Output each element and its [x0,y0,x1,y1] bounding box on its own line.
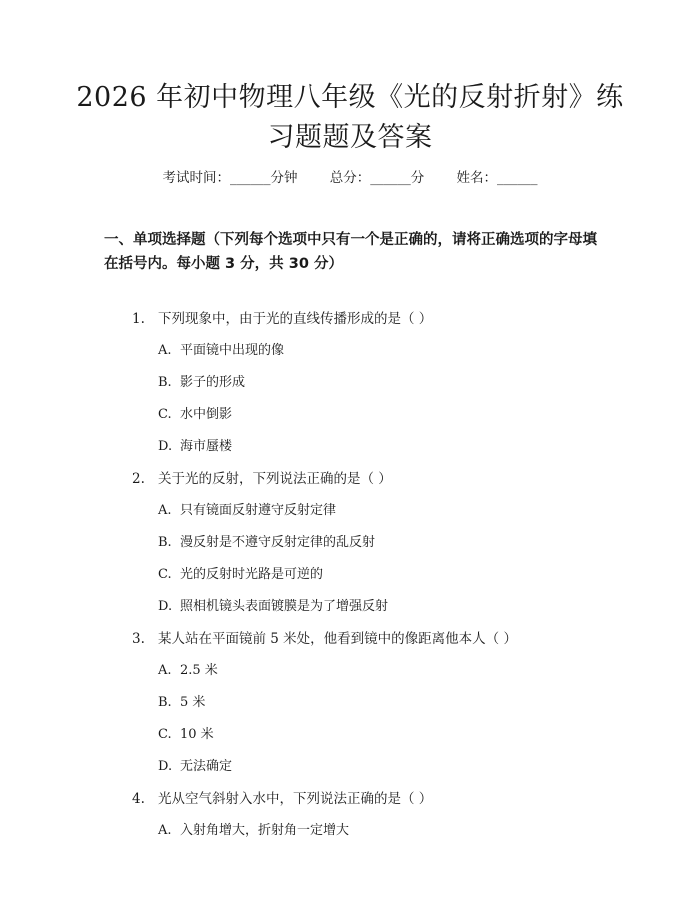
option-text: 入射角增大，折射角一定增大 [180,823,350,838]
option-letter: D. [158,439,173,454]
option-text: 2.5 米 [180,663,218,678]
option-text: 10 米 [180,727,214,742]
title-line-2: 习题题及答案 [267,122,433,153]
option-q1-b [158,373,245,393]
question-number: 1. [132,311,145,327]
option-letter: A. [158,503,172,518]
question-4 [132,789,432,809]
option-letter: D. [158,759,173,774]
page-title [60,78,640,158]
section-heading: 一、单项选择题（下列每个选项中只有一个是正确的，请将正确选项的字母填在括号内。每小题 3 分，共 30 分） [104,232,597,272]
question-text: 下列现象中，由于光的直线传播形成的是（ ） [158,311,433,327]
option-q3-c [158,725,214,745]
option-text: 无法确定 [180,759,233,774]
option-letter: A. [158,663,172,678]
option-text: 光的反射时光路是可逆的 [180,567,324,582]
option-letter: B. [158,535,172,550]
option-letter: B. [158,695,172,710]
option-text: 水中倒影 [180,407,233,422]
option-letter: C. [158,567,172,582]
option-letter: A. [158,343,172,358]
option-text: 5 米 [180,695,206,710]
question-text: 某人站在平面镜前 5 米处，他看到镜中的像距离他本人（ ） [158,631,517,647]
option-q2-b [158,533,375,553]
option-letter: A. [158,823,172,838]
exam-time-field: 考试时间：______分钟 [162,170,298,186]
option-q3-a [158,661,218,681]
question-text: 光从空气斜射入水中，下列说法正确的是（ ） [158,791,433,807]
option-q1-d [158,437,232,457]
option-q2-a [158,501,336,521]
option-letter: C. [158,727,172,742]
option-text: 影子的形成 [180,375,246,390]
title-line-1: 2026 年初中物理八年级《光的反射折射》练 [76,82,624,113]
question-text: 关于光的反射，下列说法正确的是（ ） [158,471,392,487]
option-text: 海市蜃楼 [180,439,233,454]
option-q1-c [158,405,232,425]
option-text: 平面镜中出现的像 [180,343,285,358]
question-3 [132,629,517,649]
option-q3-d [158,757,232,777]
student-name-field: 姓名：______ [456,170,538,186]
question-number: 2. [132,471,145,487]
exam-meta [0,168,700,188]
option-letter: B. [158,375,172,390]
option-q4-a [158,821,349,841]
option-text: 照相机镜头表面镀膜是为了增强反射 [180,599,389,614]
option-text: 漫反射是不遵守反射定律的乱反射 [180,535,376,550]
option-q1-a [158,341,284,361]
question-number: 3. [132,631,145,647]
option-q3-b [158,693,205,713]
option-letter: D. [158,599,173,614]
question-number: 4. [132,791,145,807]
option-letter: C. [158,407,172,422]
option-text: 只有镜面反射遵守反射定律 [180,503,337,518]
total-score-field: 总分：______分 [329,170,425,186]
question-2 [132,469,392,489]
option-q2-c [158,565,323,585]
option-q2-d [158,597,388,617]
question-1 [132,309,432,329]
